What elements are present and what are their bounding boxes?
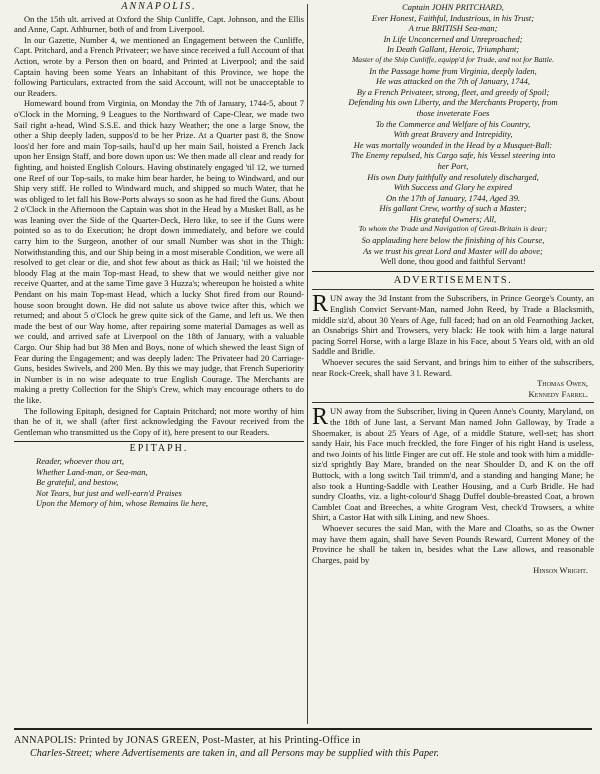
epitaph-line: As we trust his great Lord and Master will do above;: [363, 245, 543, 256]
ad-reward: Whoever secures the said Man, with the Mare and Cloaths, so as the Owner may have them again, shall have Seven Pounds Reward, Current Money of the Province he shall be taken in, besides what the Law allows, and reasonable Charges, paid by: [312, 522, 594, 565]
news-paragraph: In our Gazette, Number 4, we mentioned an Engagement between the Cunliffe, Capt. Pritchard, and a French Privateer; we have since received a full Account of that Action, wrote by a Person then on board, and Printed at Liverpool; and the said Captain having been some Years an Inhabitant of this Province, we hope the following Particulars, extracted from the said Account, will not be unacceptable to our Readers.: [14, 34, 304, 98]
epitaph-line: To whom the Trade and Navigation of Great-Britain is dear;: [358, 224, 548, 234]
ad-divider: [312, 402, 594, 403]
epitaph-line: With Success and Glory he expired: [393, 182, 513, 193]
ad-reward: Whoever secures the said Servant, and brings him to either of the subscribers, near Rock-Creek, shall have 3 l. Reward.: [312, 357, 594, 378]
epitaph-line: Well done, thou good and faithful Servant!: [380, 256, 526, 267]
column-divider: [307, 4, 308, 724]
epitaph-line: He was attacked on the 7th of January, 1744,: [376, 76, 530, 87]
epitaph-line: The Enemy repulsed, his Cargo safe, his Vessel steering into: [350, 150, 556, 161]
epitaph-line: Defending his own Liberty, and the Merchants Property, from: [348, 97, 558, 108]
ad-signature: Kennedy Farrel.: [528, 388, 588, 399]
epitaph-line: In Death Gallant, Heroic, Triumphant;: [386, 44, 520, 55]
advertisements-heading: ADVERTISEMENTS.: [393, 274, 513, 286]
ad-signature: Hinson Wright.: [533, 565, 588, 576]
epitaph-line: Ever Honest, Faithful, Industrious, in his Trust;: [371, 12, 535, 23]
epitaph-line: His gallant Crew, worthy of such a Master;: [379, 203, 527, 214]
runaway-ad-galloway: [312, 406, 594, 523]
dropcap: R: [312, 291, 329, 318]
epitaph-line: Reader, whoever thou art,: [36, 455, 125, 466]
section-rule: [312, 289, 594, 290]
epitaph-line: He was mortally wounded in the Head by a Musquet-Ball:: [353, 139, 553, 150]
epitaph-line: A true BRITISH Sea-man;: [408, 23, 498, 34]
epitaph-line: On the 17th of January, 1744, Aged 39.: [386, 192, 520, 203]
epitaph-line: To the Commerce and Welfare of his Country,: [375, 118, 531, 129]
epitaph-line: Upon the Memory of him, whose Remains lie here,: [36, 498, 209, 509]
news-paragraph: The following Epitaph, designed for Captain Pritchard; not more worthy of him than he of it, we shall (after first acknowledging the Favour received from the Gentleman who transmitted us the Copy of it), here present to our Readers.: [14, 405, 304, 437]
ad-body: UN away the 3d Instant from the Subscribers, in Prince George's County, an English Convict Servant-Man, named John Reed, by Trade a Blacksmith, middle siz'd, about 30 Years of Age, full faced; had on an old Fearnothing Jacket, an Osnabrigs Shirt and Trowsers, very black: He took with him a large natural pacing Sorrel Horse, with a large Blaze in his Face, about 5 Years old, with an old Saddle and Bridle.: [312, 293, 594, 357]
epitaph-line: Whether Land-man, or Sea-man,: [36, 466, 148, 477]
epitaph-line: Be grateful, and bestow,: [36, 477, 119, 488]
epitaph-line: Captain JOHN PRITCHARD,: [402, 2, 504, 12]
runaway-ad-reed: [312, 293, 594, 357]
news-paragraph: On the 15th ult. arrived at Oxford the Ship Cunliffe, Capt. Johnson, and the Ellis and Anne, Capt. Athburner, both of and from Liverpool.: [14, 13, 304, 35]
dropcap: R: [312, 404, 329, 431]
epitaph-line: His own Duty faithfully and resolutely discharged,: [367, 171, 539, 182]
epitaph-line: those inveterate Foes: [416, 107, 490, 118]
annapolis-heading: ANNAPOLIS.: [121, 2, 197, 12]
imprint-line: ANNAPOLIS: Printed by JONAS GREEN, Post-Master, at his Printing-Office in: [14, 735, 361, 746]
imprint-footer: [14, 728, 592, 774]
epitaph-heading: EPITAPH.: [129, 443, 189, 455]
section-rule: [312, 271, 594, 272]
epitaph-line: Master of the Ship Cunliffe, equipp'd for Trade, and not for Battle.: [351, 54, 554, 64]
epitaph-line: In the Passage home from Virginia, deeply laden,: [369, 65, 537, 76]
epitaph-line: Not Tears, but just and well-earn'd Praises: [36, 487, 182, 498]
epitaph-line: With great Bravery and Intrepidity,: [393, 129, 513, 140]
epitaph-line: By a French Privateer, strong, fleet, and greedy of Spoil;: [356, 86, 550, 97]
epitaph-line: In Life Unconcerned and Unreproached;: [383, 33, 523, 44]
epitaph-line: her Port,: [437, 160, 469, 171]
epitaph-line: So applauding here below the finishing of his Course,: [361, 235, 545, 246]
ad-body: UN away from the Subscriber, living in Queen Anne's County, Maryland, on the 18th of June last, a Servant Man named John Galloway, by Trade a Shoemaker, is about 25 Years of Age, of a middle Stature, well-set; has short sandy Hair, his Face much freckled, the fore Finger of his right Hand is useless, and two Joints of his little Finger are cut off. He stole and took with him a middle-siz'd sprightly Bay Mare, branded on the near Shoulder D, and K on the off Buttock, with a long switch Tail trimm'd, and a standing and hanging Mane; he also took a Hunting-Saddle with Leather Housing, and a Curb Bridle. He had sundry Cloaths, viz. a light-colour'd Shagg Duffel double-breasted Coat, a brown Camblet Coat and Breeches, a white Grogram Vest, check'd Trowsers, a white Shirt, a Castor Hat with silk Lining, and new Shoes.: [312, 406, 594, 523]
right-column: [312, 2, 594, 726]
imprint-line: Charles-Street; where Advertisements are taken in, and all Persons may be supplied with this Paper.: [30, 748, 439, 759]
left-column: [14, 2, 304, 726]
epitaph-line: His grateful Owners; All,: [409, 213, 497, 224]
news-paragraph: Homeward bound from Virginia, on Monday the 7th of January, 1744-5, about 7 o'Clock in the Morning, 9 Leagues to the Northward of Cape-Clear, we made two Sail right a-head, Wind S.S.E. and thick hazy Weather; the one a large Snow, the other a Ship deeply laden, suppos'd to be her Prize. At a Quarter past 8, the Snow loos'd her fore and main Top-sails, haul'd up her main Sail, hoisted a French Jack upon her Ensign Staff, and bore down upon us: We then made all clear and ready for fighting, and hoisted English Colours. Having obstinately engaged 'til 12, we turned one Reef of our Top-sails, to make him bear harder, he being to Windward, and our Ship very stiff. He rolled to Windward much, and shipped so much Water, that he was obliged to let fall his Bow-Ports always so soon as he had fired the Guns. About 2 o'Clock in the Afternoon the Captain was shot in the Head by a Musket Ball, as he was leaning over the Side of the Quarter-Deck, Hero like, to see if the Guns were pointed so as to do Execution; he dropt down immediately, and before we could carry him to the Surgeon, another of our small Number was shot in the Thigh: Notwithstanding this, and our Ship being in a most miserable Condition, we were all resolved to get clear or die, and shot few about as thick as Hail; 'til we hoisted the bloody Flag at the main Top-mast Head, to shew that we would neither give nor receive Quarter, and at the same Time gave 3 Huzza's; whereupon he hoisted a white Pendant on his main Top-mast Head, which a lucky Shot fired from our Round-house soon brought down. He did not salute us above twice after this, which we returned; and about 5 o'Clock he grew quite sick of the Game, and left us. We then made the best of our Way home, after repairing some material Damages as well as we could, and arrived safe at Liverpool on the 18th of January, with a valuable Cargo. Our Ship had but 38 Men and Boys, none of which shewed the least Sign of Fear during the Engagement; and was deeply laden: The Privateer had 20 Carriage-Guns, besides Swivels, and 200 Men. By this we may judge, that French Superiority in Number is in no wise adequate to true English Courage. The Merchants are making a pretty Collection for the Ship's Crew, which may encourage others to do the like.: [14, 98, 304, 405]
ad-signature: Thomas Owen,: [537, 378, 588, 389]
section-rule: [14, 441, 304, 442]
